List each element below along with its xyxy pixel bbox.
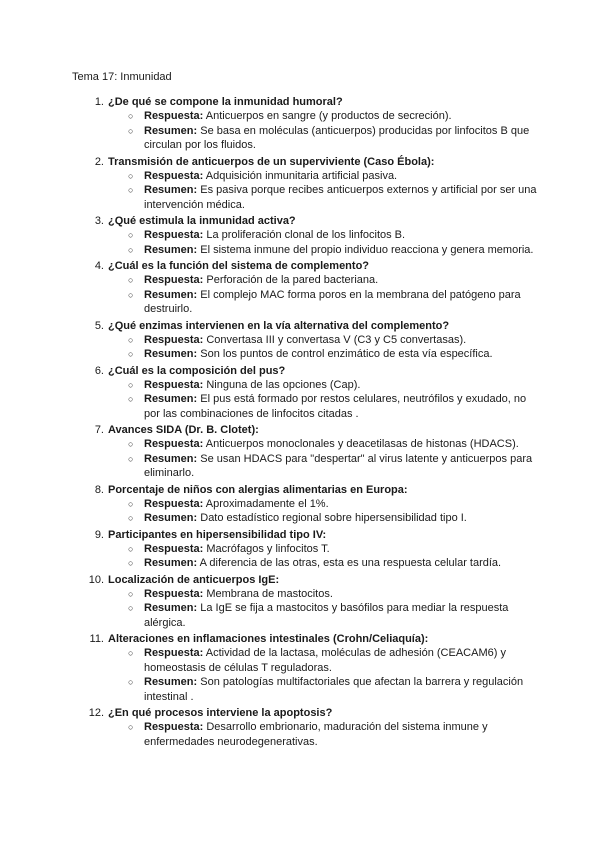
respuesta-label: Respuesta:	[144, 274, 204, 286]
resumen-text: Es pasiva porque recibes anticuerpos externos y artificial por ser una intervención médica.	[144, 184, 537, 211]
circle-bullet-icon: ○	[128, 170, 134, 181]
answer-list	[108, 437, 542, 481]
question-number: 2.	[94, 155, 104, 168]
resumen-label: Resumen:	[144, 512, 198, 524]
circle-bullet-icon: ○	[128, 379, 134, 390]
circle-bullet-icon: ○	[128, 558, 134, 568]
circle-bullet-icon: ○	[128, 498, 134, 509]
respuesta-text: Ninguna de las opciones (Cap).	[206, 378, 361, 391]
circle-bullet-icon: ○	[128, 334, 134, 345]
circle-bullet-icon: ○	[128, 394, 134, 404]
question-item	[72, 573, 542, 631]
answer-list	[108, 720, 542, 749]
respuesta-label: Respuesta:	[144, 438, 204, 450]
question-number: 7.	[94, 424, 104, 436]
answer-respuesta	[108, 720, 542, 749]
answer-respuesta	[108, 542, 542, 557]
resumen-label: Resumen:	[144, 348, 198, 360]
answer-list	[108, 228, 542, 257]
resumen-label: Resumen:	[144, 243, 198, 256]
respuesta-text: Aproximadamente el 1%.	[205, 497, 329, 510]
question-item	[72, 155, 542, 213]
respuesta-text: La proliferación clonal de los linfocitos B.	[206, 229, 406, 241]
resumen-text: A diferencia de las otras, esta es una respuesta celular tardía.	[199, 557, 502, 569]
respuesta-label: Respuesta:	[144, 542, 204, 555]
question-title: ¿En qué procesos interviene la apoptosis?	[108, 707, 333, 719]
circle-bullet-icon: ○	[128, 543, 134, 554]
answer-list	[108, 497, 542, 526]
respuesta-label: Respuesta:	[144, 587, 204, 600]
resumen-label: Resumen:	[144, 452, 198, 465]
answer-list	[108, 646, 542, 704]
resumen-text: Se basa en moléculas (anticuerpos) producidas por linfocitos B que circulan por los fluidos.	[144, 124, 530, 151]
resumen-text: Se usan HDACS para "despertar" al virus latente y anticuerpos para eliminarlo.	[144, 452, 533, 479]
respuesta-label: Respuesta:	[144, 229, 204, 241]
answer-respuesta	[108, 437, 542, 452]
respuesta-label: Respuesta:	[144, 110, 204, 122]
circle-bullet-icon: ○	[128, 275, 134, 285]
respuesta-text: Adquisición inmunitaria artificial pasiva.	[205, 169, 398, 182]
respuesta-text: Macrófagos y linfocitos T.	[206, 542, 330, 555]
answer-list	[108, 333, 542, 362]
answer-resumen	[108, 511, 542, 526]
answer-resumen	[108, 556, 542, 571]
circle-bullet-icon: ○	[128, 588, 134, 599]
question-number: 6.	[94, 364, 104, 377]
resumen-label: Resumen:	[144, 393, 198, 405]
answer-respuesta	[108, 273, 542, 288]
answer-respuesta	[108, 587, 542, 602]
answer-respuesta	[108, 497, 542, 512]
answer-list	[108, 273, 542, 317]
question-title: ¿Cuál es la función del sistema de complemento?	[108, 260, 370, 272]
answer-resumen	[108, 124, 542, 153]
resumen-label: Resumen:	[144, 602, 198, 614]
circle-bullet-icon: ○	[128, 453, 134, 464]
answer-resumen	[108, 601, 542, 630]
question-number: 9.	[94, 528, 104, 541]
respuesta-label: Respuesta:	[144, 647, 204, 659]
respuesta-text: Membrana de mastocitos.	[206, 587, 333, 600]
respuesta-text: Desarrollo embrionario, maduración del sistema inmune y enfermedades neurodegenerativas.	[144, 721, 488, 748]
question-title: ¿Cuál es la composición del pus?	[108, 364, 286, 377]
resumen-text: La IgE se fija a mastocitos y basófilos para mediar la respuesta alérgica.	[144, 602, 509, 629]
question-title: Avances SIDA (Dr. B. Clotet):	[108, 424, 259, 436]
answer-list	[108, 378, 542, 422]
answer-respuesta	[108, 169, 542, 184]
respuesta-label: Respuesta:	[144, 378, 204, 391]
answer-respuesta	[108, 646, 542, 675]
question-title: Participantes en hipersensibilidad tipo IV:	[108, 528, 327, 541]
resumen-label: Resumen:	[144, 184, 198, 196]
question-item	[72, 364, 542, 422]
respuesta-label: Respuesta:	[144, 497, 204, 510]
respuesta-text: Anticuerpos monoclonales y deacetilasas de histonas (HDACS).	[205, 438, 519, 450]
question-number: 11.	[89, 633, 104, 645]
question-list	[72, 95, 542, 751]
question-number: 4.	[94, 260, 104, 272]
respuesta-label: Respuesta:	[144, 169, 204, 182]
circle-bullet-icon: ○	[128, 111, 134, 121]
question-item	[72, 214, 542, 257]
respuesta-text: Actividad de la lactasa, moléculas de adhesión (CEACAM6) y homeostasis de células T reguladoras.	[144, 647, 506, 674]
resumen-text: Dato estadístico regional sobre hipersensibilidad tipo I.	[200, 512, 467, 524]
question-item	[72, 95, 542, 153]
answer-resumen	[108, 452, 542, 481]
resumen-label: Resumen:	[144, 557, 198, 569]
question-number: 8.	[94, 483, 104, 496]
answer-respuesta	[108, 109, 542, 124]
question-item	[72, 423, 542, 481]
circle-bullet-icon: ○	[128, 648, 134, 658]
resumen-label: Resumen:	[144, 124, 198, 137]
answer-resumen	[108, 347, 542, 362]
question-item	[72, 259, 542, 317]
circle-bullet-icon: ○	[128, 185, 134, 195]
answer-resumen	[108, 675, 542, 704]
question-title: Localización de anticuerpos IgE:	[108, 573, 280, 586]
resumen-text: El sistema inmune del propio individuo reacciona y genera memoria.	[200, 243, 534, 256]
respuesta-label: Respuesta:	[144, 333, 204, 346]
circle-bullet-icon: ○	[128, 349, 134, 359]
circle-bullet-icon: ○	[128, 513, 134, 523]
question-number: 5.	[94, 319, 104, 332]
respuesta-text: Perforación de la pared bacteriana.	[206, 274, 379, 286]
respuesta-label: Respuesta:	[144, 721, 204, 733]
question-number: 1.	[94, 96, 104, 108]
question-title: Alteraciones en inflamaciones intestinales (Crohn/Celiaquía):	[108, 633, 429, 645]
respuesta-text: Convertasa III y convertasa V (C3 y C5 convertasas).	[206, 333, 467, 346]
answer-list	[108, 109, 542, 153]
circle-bullet-icon: ○	[128, 125, 134, 136]
question-title: Transmisión de anticuerpos de un superviviente (Caso Ébola):	[108, 155, 435, 168]
resumen-label: Resumen:	[144, 288, 198, 301]
circle-bullet-icon: ○	[128, 722, 134, 732]
circle-bullet-icon: ○	[128, 677, 134, 687]
question-item	[72, 483, 542, 526]
circle-bullet-icon: ○	[128, 244, 134, 255]
resumen-text: Son patologías multifactoriales que afectan la barrera y regulación intestinal .	[144, 676, 524, 703]
answer-resumen	[108, 288, 542, 317]
answer-respuesta	[108, 378, 542, 393]
resumen-text: El pus está formado por restos celulares, neutrófilos y exudado, no por las combinaciones de linfocitos citadas .	[144, 393, 527, 420]
page-title: Tema 17: Inmunidad	[72, 71, 172, 83]
question-title: ¿De qué se compone la inmunidad humoral?	[108, 96, 343, 108]
circle-bullet-icon: ○	[128, 439, 134, 449]
question-item	[72, 528, 542, 571]
answer-list	[108, 587, 542, 631]
respuesta-text: Anticuerpos en sangre (y productos de secreción).	[205, 110, 452, 122]
circle-bullet-icon: ○	[128, 289, 134, 300]
answer-list	[108, 169, 542, 213]
question-item	[72, 319, 542, 362]
answer-resumen	[108, 392, 542, 421]
question-item	[72, 706, 542, 749]
question-number: 12.	[88, 707, 104, 719]
question-title: ¿Qué estimula la inmunidad activa?	[108, 215, 296, 227]
question-number: 10.	[88, 573, 104, 586]
resumen-text: El complejo MAC forma poros en la membrana del patógeno para destruirlo.	[144, 288, 521, 315]
answer-respuesta	[108, 333, 542, 348]
question-number: 3.	[94, 215, 104, 227]
answer-respuesta	[108, 228, 542, 243]
resumen-label: Resumen:	[144, 676, 198, 688]
question-item	[72, 632, 542, 704]
question-title: ¿Qué enzimas intervienen en la vía alternativa del complemento?	[108, 319, 450, 332]
circle-bullet-icon: ○	[128, 603, 134, 613]
circle-bullet-icon: ○	[128, 230, 134, 240]
answer-resumen	[108, 243, 542, 258]
answer-list	[108, 542, 542, 571]
resumen-text: Son los puntos de control enzimático de esta vía específica.	[200, 348, 493, 360]
answer-resumen	[108, 183, 542, 212]
question-title: Porcentaje de niños con alergias alimentarias en Europa:	[108, 483, 408, 496]
